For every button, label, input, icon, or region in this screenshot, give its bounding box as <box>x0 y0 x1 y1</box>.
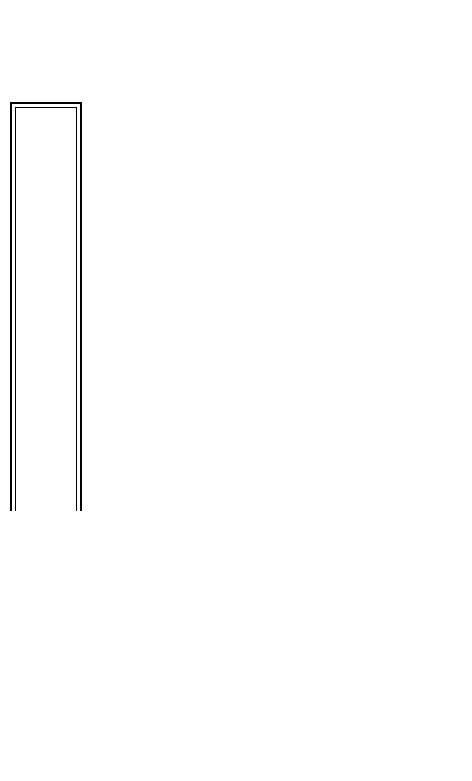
bottom-right-column <box>241 511 462 773</box>
paragraph <box>90 24 231 40</box>
paragraph <box>10 547 231 563</box>
lower-section <box>10 511 462 773</box>
left-column-paragraphs <box>90 6 231 511</box>
paragraph <box>241 529 462 545</box>
paragraph <box>241 132 462 148</box>
upper-section <box>10 6 462 511</box>
paragraph <box>241 78 462 94</box>
paragraph <box>90 42 231 58</box>
paragraph <box>10 529 231 545</box>
paragraph <box>241 547 462 563</box>
paragraph <box>241 24 462 40</box>
paragraph <box>90 60 231 76</box>
paragraph <box>10 511 231 527</box>
right-text-column <box>241 6 462 511</box>
paragraph <box>241 511 462 527</box>
paragraph <box>241 114 462 130</box>
left-text-column <box>10 6 231 511</box>
paragraph <box>90 6 231 22</box>
paragraph <box>241 150 462 166</box>
headline-box <box>10 102 82 511</box>
paragraph <box>90 114 231 130</box>
paragraph <box>90 96 231 112</box>
bottom-left-column <box>10 511 231 773</box>
paragraph <box>241 42 462 58</box>
paragraph <box>90 78 231 94</box>
paragraph <box>241 96 462 112</box>
paragraph <box>241 6 462 22</box>
paragraph <box>241 60 462 76</box>
